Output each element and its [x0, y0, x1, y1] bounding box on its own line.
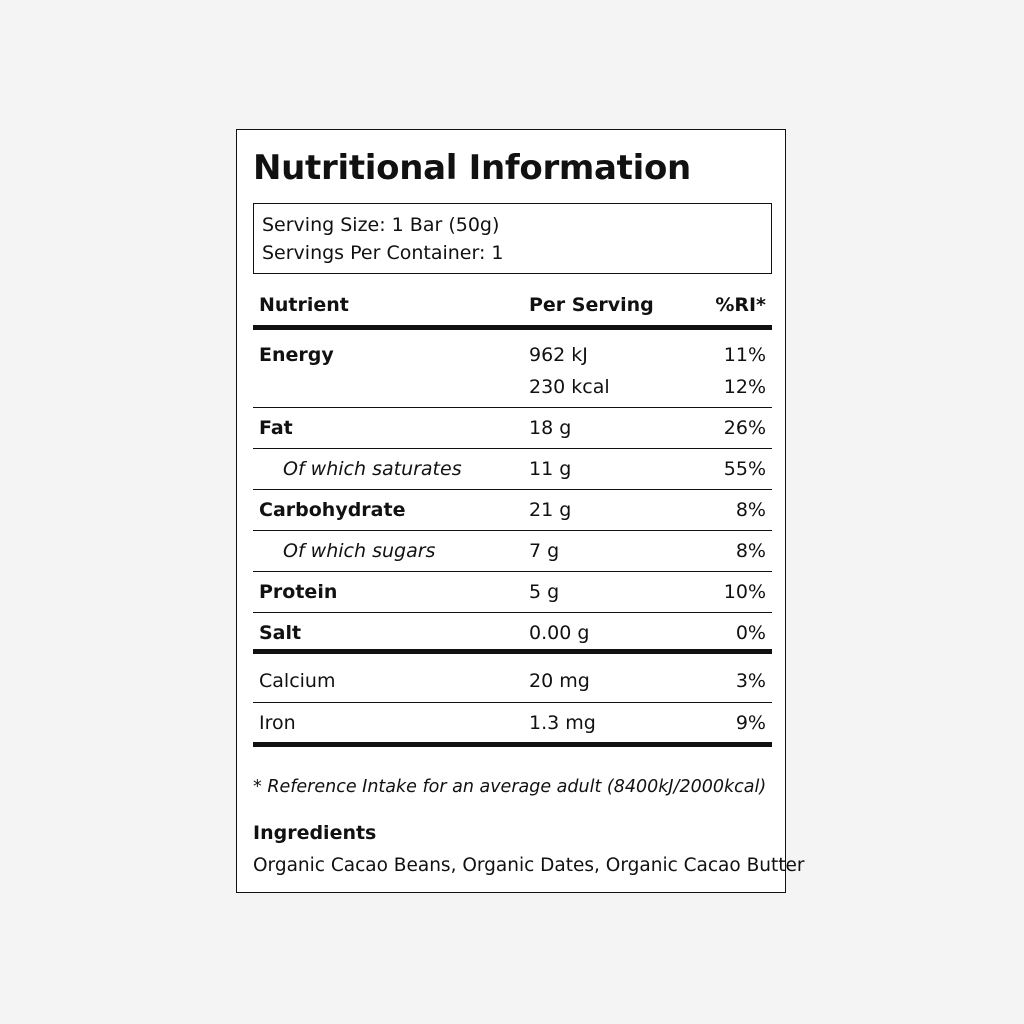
nutrient-name: Calcium [259, 670, 336, 692]
table-header-row [253, 290, 772, 330]
ri-value: 10% [723, 581, 766, 603]
table-row-salt [253, 613, 772, 654]
per-serving-value: 18 g [529, 417, 572, 439]
ingredients-heading: Ingredients [253, 822, 377, 844]
per-serving-value: 1.3 mg [529, 712, 596, 734]
reference-intake-footnote: * Reference Intake for an average adult (8400kJ/2000kcal) [253, 777, 767, 797]
nutrient-name: Iron [259, 712, 296, 734]
ri-value: 26% [723, 417, 766, 439]
serving-info-box [253, 203, 772, 274]
table-row-carbohydrate [253, 490, 772, 531]
nutrition-label [236, 129, 805, 893]
per-serving-value: 20 mg [529, 670, 590, 692]
ri-value: 12% [723, 376, 766, 398]
table-row-protein [253, 572, 772, 613]
table-row-saturates [253, 449, 772, 490]
ri-value: 0% [735, 622, 766, 644]
ri-value: 8% [735, 499, 766, 521]
nutrition-table [253, 290, 772, 747]
nutrient-name: Of which sugars [283, 540, 436, 562]
per-serving-value: 230 kcal [529, 376, 610, 398]
ri-value: 11% [723, 344, 766, 366]
per-serving-value: 0.00 g [529, 622, 590, 644]
per-serving-value: 962 kJ [529, 344, 588, 366]
nutrient-name: Of which saturates [283, 458, 462, 480]
table-row-energy-kcal [253, 370, 772, 408]
table-row-fat [253, 408, 772, 449]
ri-value: 9% [735, 712, 766, 734]
ri-value: 8% [735, 540, 766, 562]
per-serving-value: 11 g [529, 458, 572, 480]
nutrient-name: Salt [259, 622, 302, 644]
nutrient-name: Carbohydrate [259, 499, 406, 521]
nutrient-name: Energy [259, 344, 334, 366]
nutrient-name: Protein [259, 581, 338, 603]
nutrient-name: Fat [259, 417, 293, 439]
table-row-iron [253, 703, 772, 747]
table-row-sugars [253, 531, 772, 572]
label-title: Nutritional Information [253, 148, 691, 188]
serving-size: Serving Size: 1 Bar (50g) [262, 214, 500, 236]
header-ri: %RI* [715, 294, 766, 316]
table-row-calcium [253, 654, 772, 703]
header-nutrient: Nutrient [259, 294, 349, 316]
per-serving-value: 21 g [529, 499, 572, 521]
table-row-energy-kj [253, 330, 772, 370]
per-serving-value: 5 g [529, 581, 560, 603]
per-serving-value: 7 g [529, 540, 560, 562]
ingredients-list: Organic Cacao Beans, Organic Dates, Organic Cacao Butter [253, 855, 805, 876]
ri-value: 3% [735, 670, 766, 692]
ri-value: 55% [723, 458, 766, 480]
servings-per-container: Servings Per Container: 1 [262, 242, 504, 264]
header-per-serving: Per Serving [529, 294, 654, 316]
